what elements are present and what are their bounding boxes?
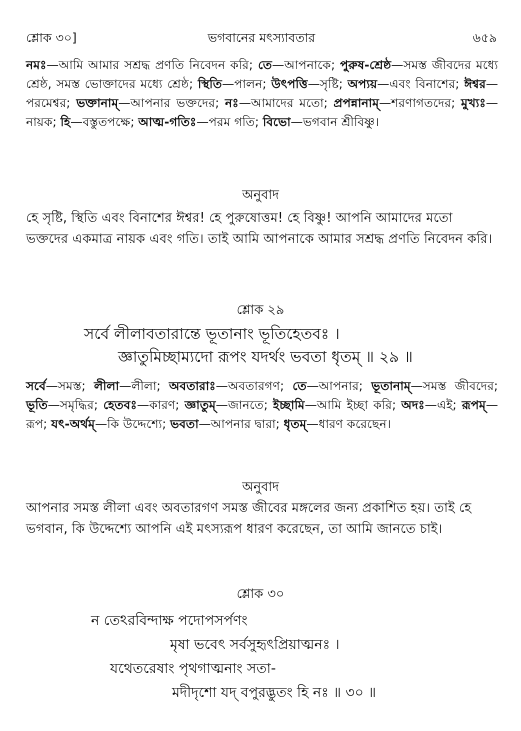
verse-30-line-2: মৃষা ভবেৎ সর্বসুহৃৎপ্রিয়াত্মনঃ । [170,637,340,653]
sanskrit-word: জ্ঞাতুম্ [184,398,216,412]
sanskrit-word: হি [60,115,71,129]
sanskrit-word: অবতারাঃ [169,379,216,393]
word-meaning: —আমি আমার সশ্রদ্ধ প্রণতি নিবেদন করি; [46,58,258,72]
sanskrit-word: তে [257,58,273,72]
sanskrit-word: হেতবঃ [103,398,137,412]
word-meaning: —এই; [424,398,462,412]
sanskrit-word: সর্বে [26,379,46,393]
sanskrit-word: ঈশ্বর [464,77,486,91]
word-meaning: —শরণাগতদের; [378,96,462,110]
sanskrit-word: ভবতা [170,417,199,431]
verse-29-line-2: জ্ঞাতুমিচ্ছাম্যদো রূপং যদর্থং ভবতা ধৃতম্ ॥ ২৯ ॥ [118,348,413,366]
verse-30-line-4: মদীদৃশো যদ্ বপুরদ্ভুতং হি নঃ ॥ ৩০ ॥ [172,685,377,701]
sanskrit-word: নমঃ [26,58,47,72]
sanskrit-word: স্থিতি [197,77,223,91]
translation-text-2: আপনার সমস্ত লীলা এবং অবতারগণ সমস্ত জীবের মঙ্গলের জন্য প্রকাশিত হয়। তাই হে ভগবান, কি উদ্দেশ্যে আপনি এই মৎস্যরূপ ধারণ করেছেন, তা আমি জানতে চাই। [26,501,472,537]
word-meaning: —পরমেশ্বর; [26,77,498,110]
header-chapter-title: ভগবানের মৎস্যাবতার [207,30,316,45]
sanskrit-word: যৎ-অর্থম্ [51,417,95,431]
sanskrit-word: ভূতানাম্ [371,379,411,393]
sanskrit-word: বিভো [262,115,291,129]
word-meaning: —আমি ইচ্ছা করি; [304,398,402,412]
sanskrit-word: ভূতি [26,398,48,412]
word-meaning: —পরম গতি; [196,115,263,129]
word-meaning: —অবতারগণ; [215,379,293,393]
word-meaning: —পালন; [222,77,272,91]
verse-29-title: শ্লোক ২৯ [236,303,285,318]
sanskrit-word: ইচ্ছামি [273,398,305,412]
word-meaning: —আমাদের মতো; [238,96,334,110]
word-meaning: —আপনার ভক্তদের; [118,96,226,110]
sanskrit-word: প্রপন্নানাম্ [333,96,379,110]
sanskrit-word: উৎপত্তি [271,77,308,91]
sanskrit-word: ধৃতম্ [283,417,307,431]
word-meaning: —সৃষ্টি; [307,77,348,91]
word-meaning: —কারণ; [136,398,185,412]
word-meaning: —এবং বিনাশের; [377,77,465,91]
word-meaning: —ধারণ করেছেন। [306,417,391,431]
sanskrit-word: অপ্যয় [347,77,378,91]
word-meaning: —আপনার; [306,379,372,393]
sanskrit-word: ভক্তানাম্ [76,96,119,110]
verse-29-line-1: সর্বে লীলাবতারান্তে ভূতানাং ভূতিহেতবঃ । [84,325,340,343]
word-meaning: —ভগবান শ্রীবিষ্ণু। [290,115,380,129]
header-verse-ref: শ্লোক ৩০] [26,30,77,45]
sanskrit-word: লীলা [93,379,120,393]
word-meaning: —বস্তুতপক্ষে; [70,115,139,129]
sanskrit-word: রূপম্ [461,398,486,412]
page-number: ৬৫৯ [472,30,497,45]
translation-text-1: হে সৃষ্টি, স্থিতি এবং বিনাশের ঈশ্বর! হে পুরুষোত্তম! হে বিষ্ণু! আপনি আমাদের মতো ভক্তদের একমাত্র নায়ক এবং গতি। তাই আমি আপনাকে আমার সশ্রদ্ধ প্রণতি নিবেদন করি। [26,211,493,247]
translation-heading-2: অনুবাদ [242,480,279,495]
sanskrit-word: নঃ [225,96,239,110]
sanskrit-word: তে [292,379,307,393]
synonyms-verse-29 [26,377,498,434]
translation-heading-1: অনুবাদ [242,188,279,203]
verse-30-line-1: ন তেঽরবিন্দাক্ষ পদোপসর্পণং [91,613,248,629]
sanskrit-word: মুখ্যঃ [461,96,486,110]
word-meaning: —সমস্ত জীবদের মধ্যে শ্রেষ্ঠ, সমস্ত ভোক্তাদের মধ্যে শ্রেষ্ঠ; [26,58,498,91]
running-header [26,30,497,50]
word-meaning: —সমস্ত জীবদের; [410,379,498,393]
word-meaning: —নায়ক; [26,96,499,129]
synonyms-verse-28 [26,56,498,132]
sanskrit-word: পুরুষ-শ্রেষ্ঠ [339,58,392,72]
sanskrit-word: আত্ম-গতিঃ [138,115,197,129]
word-meaning: —আপনাকে; [272,58,340,72]
word-meaning: —কি উদ্দেশ্যে; [94,417,171,431]
word-meaning: —সমস্ত; [45,379,94,393]
sanskrit-word: অদঃ [401,398,425,412]
verse-30-title: শ্লোক ৩০ [236,587,285,602]
verse-30-line-3: যথেতরেষাং পৃথগাত্মনাং সতা- [110,661,276,677]
word-meaning: —সমৃদ্ধির; [47,398,104,412]
word-meaning: —জানতে; [215,398,274,412]
word-meaning: —লীলা; [119,379,169,393]
word-meaning: —আপনার দ্বারা; [198,417,284,431]
word-meaning: —রূপ; [26,398,498,431]
